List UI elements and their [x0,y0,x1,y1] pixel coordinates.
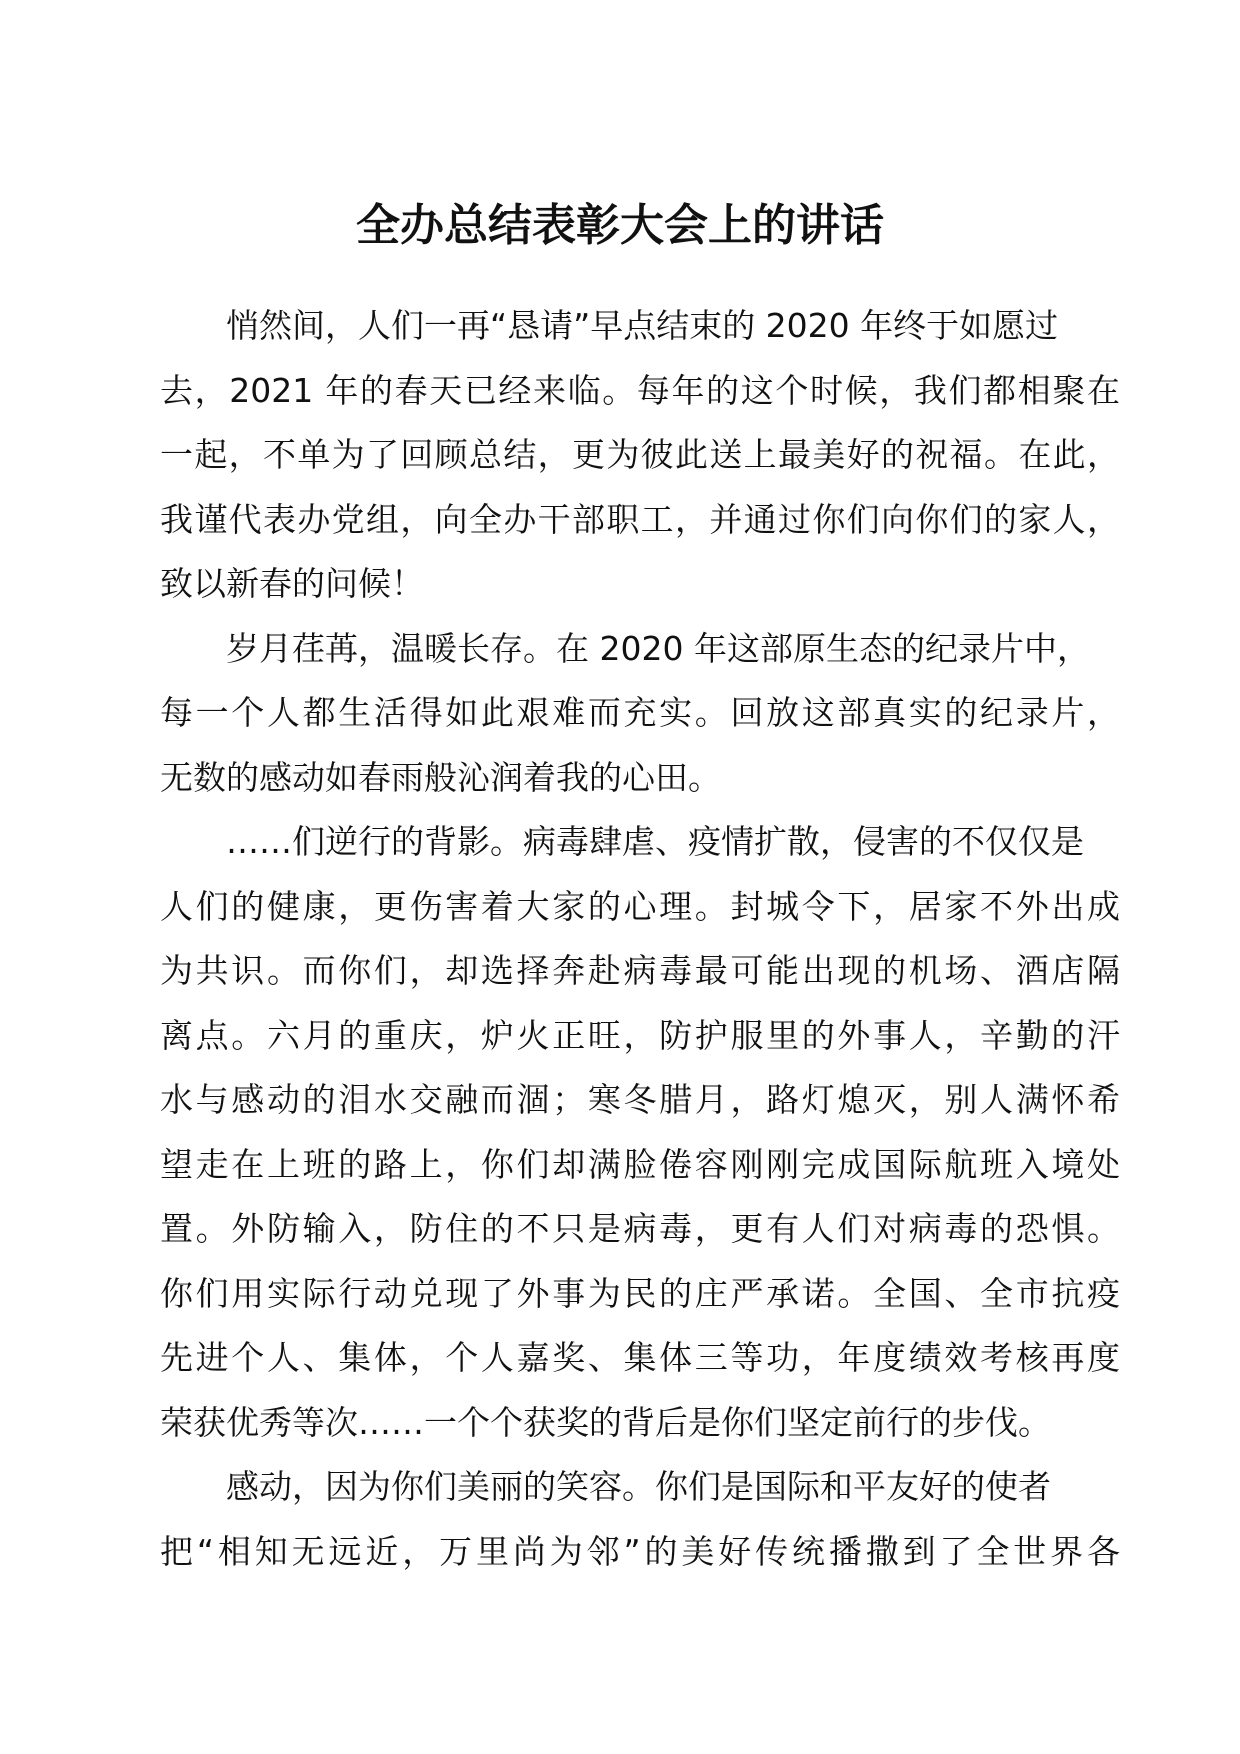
text-line: 先进个人、集体，个人嘉奖、集体三等功，年度绩效考核再度 [160,1338,1120,1377]
text-line: 感动，因为你们美丽的笑容。你们是国际和平友好的使者 [226,1467,1051,1506]
text-line: 致以新春的问候！ [160,564,424,603]
text-line: 你们用实际行动兑现了外事为民的庄严承诺。全国、全市抗疫 [160,1273,1120,1313]
text-line: 望走在上班的路上，你们却满脸倦容刚刚完成国际航班入境处 [160,1144,1120,1184]
text-line: ……们逆行的背影。病毒肆虐、疫情扩散，侵害的不仅仅是 [226,822,1084,861]
text-line: 岁月荏苒，温暖长存。在 2020 年这部原生态的纪录片中， [226,628,1090,668]
text-line: 悄然间，人们一再“恳请”早点结束的 2020 年终于如愿过 [226,306,1059,345]
text-line: 离点。六月的重庆，炉火正旺，防护服里的外事人，辛勤的汗 [160,1015,1120,1055]
text-line: 荣获优秀等次……一个个获奖的背后是你们坚定前行的步伐。 [160,1402,1051,1442]
text-line: 把“相知无远近，万里尚为邻”的美好传统播撒到了全世界各 [160,1531,1120,1571]
text-line: 一起，不单为了回顾总结，更为彼此送上最美好的祝福。在此， [160,435,1120,474]
text-line: 为共识。而你们，却选择奔赴病毒最可能出现的机场、酒店隔 [160,951,1120,990]
paragraph-1 [160,294,1120,617]
paragraph-2 [160,617,1120,811]
text-line: 无数的感动如春雨般沁润着我的心田。 [160,757,721,797]
document-title: 全办总结表彰大会上的讲话 [356,200,884,251]
document-body [160,294,1120,1584]
text-line: 水与感动的泪水交融而涸；寒冬腊月，路灯熄灭，别人满怀希 [160,1080,1120,1119]
text-line: 置。外防输入，防住的不只是病毒，更有人们对病毒的恐惧。 [160,1209,1120,1248]
paragraph-4 [160,1455,1120,1584]
text-line: 每一个人都生活得如此艰难而充实。回放这部真实的纪录片， [160,693,1120,732]
text-line: 人们的健康，更伤害着大家的心理。封城令下，居家不外出成 [160,886,1120,926]
text-line: 我谨代表办党组，向全办干部职工，并通过你们向你们的家人， [160,499,1120,539]
text-line: 去，2021 年的春天已经来临。每年的这个时候，我们都相聚在 [160,370,1120,410]
paragraph-3 [160,810,1120,1455]
